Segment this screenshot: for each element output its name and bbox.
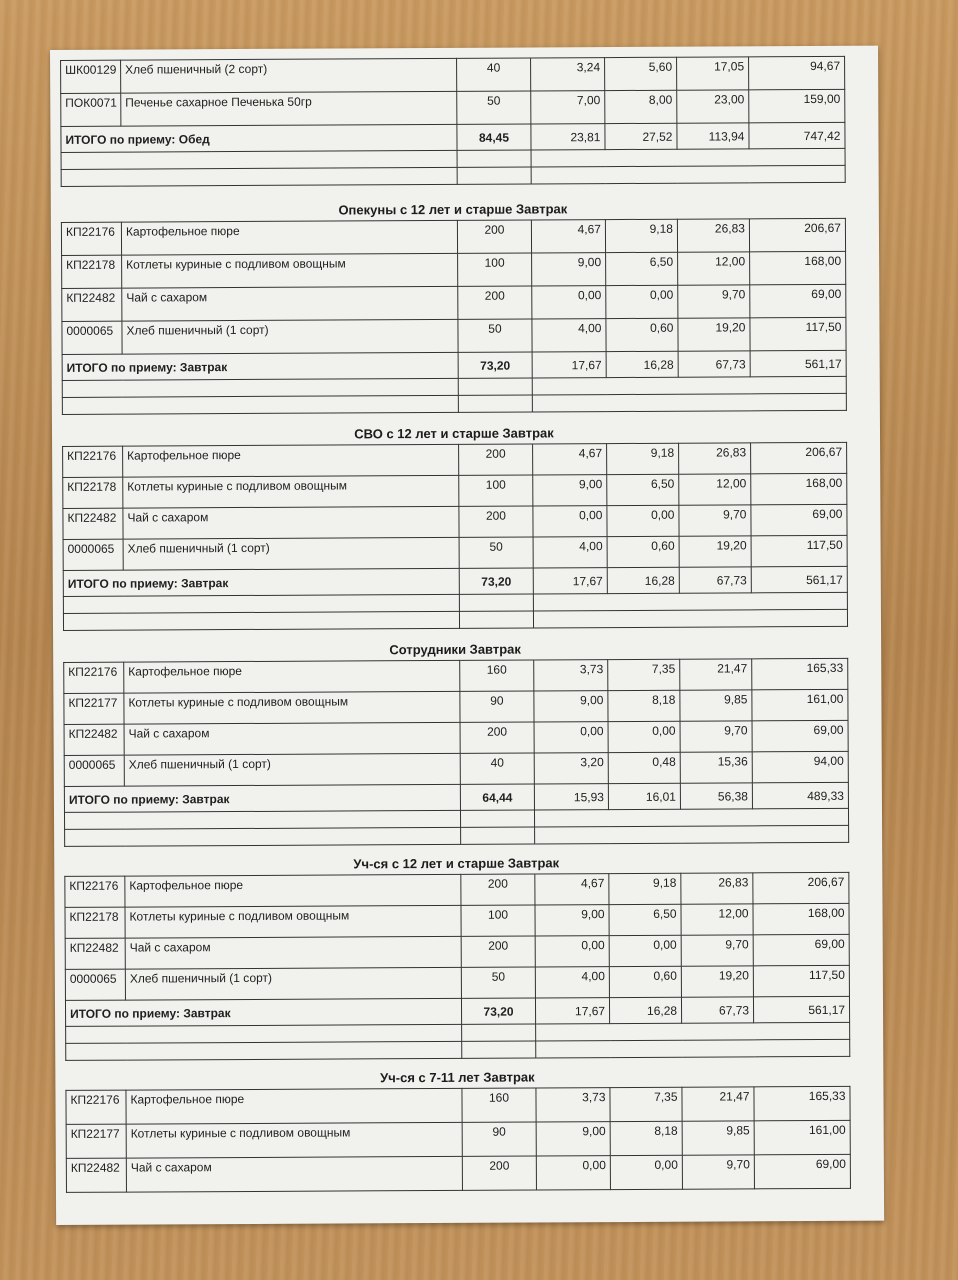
- empty-cell: [462, 1024, 536, 1041]
- portion-weight: 200: [457, 220, 531, 253]
- fat-value: 8,00: [605, 90, 677, 123]
- total-fat: 27,52: [605, 123, 677, 149]
- empty-row: [63, 609, 847, 630]
- protein-value: 4,00: [535, 967, 609, 998]
- table-row: [63, 535, 847, 570]
- section-title: СВО с 12 лет и старше Завтрак: [354, 425, 554, 442]
- total-energy: 561,17: [751, 566, 847, 593]
- total-protein: 15,93: [534, 784, 608, 810]
- table-row: [62, 251, 846, 288]
- energy-value: 117,50: [751, 535, 847, 567]
- carbs-value: 12,00: [681, 904, 753, 935]
- fat-value: 0,60: [609, 966, 681, 997]
- carbs-value: 21,47: [680, 659, 752, 690]
- dish-name: Чай с сахаром: [123, 506, 459, 539]
- empty-cell: [533, 592, 847, 611]
- energy-value: 69,00: [752, 720, 848, 752]
- protein-value: 3,73: [534, 660, 608, 691]
- item-code: КП22177: [66, 1124, 126, 1158]
- dish-name: Котлеты куриные с подливом овощным: [126, 1122, 462, 1158]
- total-carbs: 67,73: [681, 997, 753, 1023]
- menu-table: [60, 56, 846, 187]
- menu-section: [60, 56, 845, 187]
- item-code: КП22482: [63, 508, 123, 539]
- carbs-value: 9,70: [679, 505, 751, 536]
- dish-name: Чай с сахаром: [122, 286, 458, 321]
- empty-row: [62, 393, 846, 414]
- energy-value: 69,00: [750, 284, 846, 318]
- portion-weight: 200: [461, 874, 535, 905]
- protein-value: 9,00: [534, 691, 608, 722]
- menu-table: [61, 218, 847, 415]
- empty-cell: [458, 378, 532, 395]
- dish-name: Котлеты куриные с подливом овощным: [124, 691, 460, 724]
- section-title: Опекуны с 12 лет и старше Завтрак: [338, 201, 568, 218]
- table-row: [65, 903, 849, 938]
- protein-value: 0,00: [536, 1156, 610, 1190]
- empty-cell: [62, 395, 458, 414]
- empty-cell: [66, 1041, 462, 1060]
- carbs-value: 26,83: [679, 443, 751, 474]
- portion-weight: 50: [459, 537, 533, 568]
- protein-value: 0,00: [532, 286, 606, 319]
- total-row: [65, 996, 849, 1026]
- carbs-value: 19,20: [681, 966, 753, 997]
- fat-value: 6,50: [609, 904, 681, 935]
- table-row: [65, 934, 849, 969]
- section-title: Уч-ся с 12 лет и старше Завтрак: [353, 855, 560, 872]
- dish-name: Картофельное пюре: [124, 660, 460, 693]
- empty-cell: [65, 827, 461, 846]
- protein-value: 0,00: [535, 936, 609, 967]
- empty-cell: [461, 827, 535, 844]
- item-code: КП22482: [65, 938, 125, 969]
- carbs-value: 19,20: [679, 536, 751, 567]
- total-protein: 23,81: [531, 124, 605, 150]
- fat-value: 0,00: [609, 935, 681, 966]
- empty-cell: [62, 378, 458, 397]
- empty-cell: [531, 165, 845, 184]
- empty-cell: [459, 594, 533, 611]
- protein-value: 0,00: [534, 722, 608, 753]
- energy-value: 206,67: [753, 872, 849, 904]
- fat-value: 5,60: [605, 57, 677, 90]
- empty-cell: [535, 825, 849, 844]
- total-weight: 73,20: [458, 352, 532, 378]
- item-code: 0000065: [63, 539, 123, 570]
- fat-value: 0,60: [607, 536, 679, 567]
- portion-weight: 50: [458, 319, 532, 352]
- menu-table: [63, 658, 849, 847]
- protein-value: 4,67: [533, 444, 607, 475]
- dish-name: Чай с сахаром: [125, 936, 461, 969]
- protein-value: 4,67: [535, 874, 609, 905]
- portion-weight: 40: [457, 58, 531, 91]
- empty-cell: [462, 1041, 536, 1058]
- dish-name: Котлеты куриные с подливом овощным: [122, 253, 458, 288]
- total-carbs: 56,38: [680, 783, 752, 809]
- empty-cell: [61, 150, 457, 169]
- empty-cell: [457, 167, 531, 184]
- total-label: ИТОГО по приему: Завтрак: [63, 568, 459, 596]
- total-row: [62, 350, 846, 380]
- energy-value: 69,00: [753, 934, 849, 966]
- empty-cell: [532, 393, 846, 412]
- empty-row: [61, 165, 845, 186]
- energy-value: 161,00: [752, 689, 848, 721]
- menu-table: [62, 442, 848, 631]
- total-fat: 16,28: [606, 351, 678, 377]
- carbs-value: 12,00: [679, 474, 751, 505]
- empty-cell: [63, 594, 459, 613]
- portion-weight: 100: [461, 905, 535, 936]
- portion-weight: 200: [458, 286, 532, 319]
- table-row: [63, 473, 847, 508]
- energy-value: 165,33: [752, 658, 848, 690]
- table-row: [66, 1154, 850, 1192]
- menu-section: [62, 422, 847, 631]
- total-energy: 561,17: [750, 350, 846, 377]
- item-code: КП22177: [64, 693, 124, 724]
- protein-value: 9,00: [532, 253, 606, 286]
- carbs-value: 23,00: [677, 90, 749, 123]
- energy-value: 69,00: [751, 504, 847, 536]
- table-row: [64, 689, 848, 724]
- dish-name: Картофельное пюре: [121, 220, 457, 255]
- item-code: КП22178: [65, 907, 125, 938]
- carbs-value: 17,05: [677, 57, 749, 90]
- section-title: Сотрудники Завтрак: [389, 641, 521, 658]
- dish-name: Хлеб пшеничный (1 сорт): [125, 967, 461, 1000]
- table-row: [62, 284, 846, 321]
- fat-value: 0,00: [610, 1155, 682, 1189]
- total-label: ИТОГО по приему: Завтрак: [62, 352, 458, 380]
- empty-cell: [61, 167, 457, 186]
- protein-value: 4,67: [531, 220, 605, 253]
- total-protein: 17,67: [533, 568, 607, 594]
- carbs-value: 9,85: [682, 1121, 754, 1155]
- energy-value: 168,00: [751, 473, 847, 505]
- total-carbs: 67,73: [678, 351, 750, 377]
- protein-value: 3,73: [536, 1088, 610, 1122]
- total-fat: 16,01: [608, 783, 680, 809]
- empty-row: [66, 1039, 850, 1060]
- energy-value: 165,33: [754, 1086, 850, 1121]
- energy-value: 117,50: [753, 965, 849, 997]
- table-row: [66, 1086, 850, 1124]
- total-carbs: 67,73: [679, 567, 751, 593]
- fat-value: 0,48: [608, 752, 680, 783]
- carbs-value: 19,20: [678, 318, 750, 351]
- total-label: ИТОГО по приему: Завтрак: [65, 998, 461, 1026]
- carbs-value: 9,70: [680, 721, 752, 752]
- portion-weight: 90: [462, 1122, 536, 1156]
- item-code: КП22178: [62, 255, 122, 288]
- fat-value: 9,18: [609, 873, 681, 904]
- portion-weight: 100: [459, 475, 533, 506]
- portion-weight: 100: [458, 253, 532, 286]
- dish-name: Хлеб пшеничный (1 сорт): [124, 753, 460, 786]
- protein-value: 9,00: [536, 1122, 610, 1156]
- fat-value: 6,50: [607, 474, 679, 505]
- item-code: КП22176: [61, 222, 121, 255]
- carbs-value: 15,36: [680, 752, 752, 783]
- dish-name: Котлеты куриные с подливом овощным: [125, 905, 461, 938]
- portion-weight: 200: [460, 722, 534, 753]
- dish-name: Чай с сахаром: [124, 722, 460, 755]
- total-energy: 747,42: [749, 122, 845, 149]
- item-code: 0000065: [65, 969, 125, 1000]
- empty-cell: [460, 810, 534, 827]
- carbs-value: 9,85: [680, 690, 752, 721]
- item-code: КП22178: [63, 477, 123, 508]
- total-energy: 561,17: [753, 996, 849, 1023]
- portion-weight: 200: [462, 1156, 536, 1190]
- total-row: [63, 566, 847, 596]
- protein-value: 9,00: [535, 905, 609, 936]
- fat-value: 7,35: [610, 1087, 682, 1121]
- total-row: [64, 782, 848, 812]
- total-weight: 73,20: [461, 998, 535, 1024]
- carbs-value: 26,83: [681, 873, 753, 904]
- portion-weight: 90: [460, 691, 534, 722]
- table-row: [64, 658, 848, 693]
- total-fat: 16,28: [609, 997, 681, 1023]
- item-code: КП22176: [66, 1090, 126, 1124]
- empty-cell: [536, 1039, 850, 1058]
- total-row: [61, 122, 845, 152]
- total-protein: 17,67: [532, 352, 606, 378]
- table-row: [65, 872, 849, 907]
- table-row: [63, 504, 847, 539]
- energy-value: 161,00: [754, 1120, 850, 1155]
- portion-weight: 200: [459, 444, 533, 475]
- table-row: [61, 218, 845, 255]
- table-row: [65, 965, 849, 1000]
- menu-section: [64, 852, 849, 1061]
- empty-cell: [533, 609, 847, 628]
- menu-section: [63, 638, 848, 847]
- empty-cell: [66, 1024, 462, 1043]
- total-fat: 16,28: [607, 567, 679, 593]
- menu-table: [64, 872, 850, 1061]
- menu-sections: [50, 46, 878, 1175]
- portion-weight: 160: [460, 660, 534, 691]
- dish-name: Печенье сахарное Печенька 50гр: [121, 91, 457, 126]
- energy-value: 69,00: [754, 1154, 850, 1189]
- item-code: КП22482: [62, 288, 122, 321]
- empty-cell: [64, 810, 460, 829]
- table-row: [61, 89, 845, 126]
- empty-cell: [457, 150, 531, 167]
- dish-name: Картофельное пюре: [125, 874, 461, 907]
- fat-value: 0,00: [607, 505, 679, 536]
- fat-value: 8,18: [608, 690, 680, 721]
- fat-value: 0,00: [606, 285, 678, 318]
- dish-name: Хлеб пшеничный (1 сорт): [122, 319, 458, 354]
- energy-value: 168,00: [753, 903, 849, 935]
- total-weight: 84,45: [457, 124, 531, 150]
- fat-value: 6,50: [606, 252, 678, 285]
- carbs-value: 12,00: [678, 252, 750, 285]
- table-row: [61, 56, 845, 93]
- total-energy: 489,33: [752, 782, 848, 809]
- table-row: [64, 720, 848, 755]
- empty-cell: [63, 611, 459, 630]
- item-code: КП22176: [64, 662, 124, 693]
- protein-value: 3,24: [531, 58, 605, 91]
- protein-value: 7,00: [531, 91, 605, 124]
- menu-table: [65, 1086, 851, 1193]
- dish-name: Чай с сахаром: [126, 1156, 462, 1192]
- total-label: ИТОГО по приему: Завтрак: [64, 784, 460, 812]
- energy-value: 94,00: [752, 751, 848, 783]
- menu-sheet: [50, 46, 884, 1225]
- menu-section: [65, 1066, 850, 1193]
- fat-value: 7,35: [608, 659, 680, 690]
- fat-value: 9,18: [607, 443, 679, 474]
- item-code: ПОК0071: [61, 93, 121, 126]
- dish-name: Картофельное пюре: [123, 444, 459, 477]
- item-code: КП22176: [63, 446, 123, 477]
- carbs-value: 9,70: [678, 285, 750, 318]
- empty-row: [65, 825, 849, 846]
- dish-name: Картофельное пюре: [126, 1088, 462, 1124]
- carbs-value: 26,83: [677, 219, 749, 252]
- empty-cell: [458, 395, 532, 412]
- menu-section: [61, 198, 846, 415]
- portion-weight: 200: [461, 936, 535, 967]
- total-label: ИТОГО по приему: Обед: [61, 124, 457, 152]
- item-code: КП22176: [65, 876, 125, 907]
- empty-cell: [459, 611, 533, 628]
- item-code: 0000065: [62, 321, 122, 354]
- energy-value: 168,00: [750, 251, 846, 285]
- portion-weight: 160: [462, 1088, 536, 1122]
- protein-value: 9,00: [533, 475, 607, 506]
- item-code: КП22482: [64, 724, 124, 755]
- fat-value: 8,18: [610, 1121, 682, 1155]
- fat-value: 0,60: [606, 318, 678, 351]
- table-row: [64, 751, 848, 786]
- energy-value: 117,50: [750, 317, 846, 351]
- empty-cell: [531, 148, 845, 167]
- fat-value: 9,18: [605, 219, 677, 252]
- total-weight: 64,44: [460, 784, 534, 810]
- portion-weight: 50: [457, 91, 531, 124]
- table-row: [62, 317, 846, 354]
- total-weight: 73,20: [459, 568, 533, 594]
- empty-cell: [532, 376, 846, 395]
- energy-value: 206,67: [749, 218, 845, 252]
- table-row: [66, 1120, 850, 1158]
- energy-value: 94,67: [749, 56, 845, 90]
- item-code: 0000065: [64, 755, 124, 786]
- portion-weight: 50: [461, 967, 535, 998]
- energy-value: 206,67: [751, 442, 847, 474]
- dish-name: Хлеб пшеничный (2 сорт): [121, 58, 457, 93]
- total-carbs: 113,94: [677, 123, 749, 149]
- protein-value: 4,00: [532, 319, 606, 352]
- protein-value: 0,00: [533, 506, 607, 537]
- dish-name: Котлеты куриные с подливом овощным: [123, 475, 459, 508]
- section-title: Уч-ся с 7-11 лет Завтрак: [380, 1069, 535, 1086]
- portion-weight: 200: [459, 506, 533, 537]
- energy-value: 159,00: [749, 89, 845, 123]
- protein-value: 3,20: [534, 753, 608, 784]
- carbs-value: 9,70: [681, 935, 753, 966]
- portion-weight: 40: [460, 753, 534, 784]
- table-row: [63, 442, 847, 477]
- dish-name: Хлеб пшеничный (1 сорт): [123, 537, 459, 570]
- total-protein: 17,67: [535, 998, 609, 1024]
- item-code: ШК00129: [61, 60, 121, 93]
- carbs-value: 9,70: [682, 1155, 754, 1189]
- item-code: КП22482: [66, 1158, 126, 1192]
- protein-value: 4,00: [533, 537, 607, 568]
- empty-cell: [536, 1022, 850, 1041]
- empty-cell: [534, 808, 848, 827]
- fat-value: 0,00: [608, 721, 680, 752]
- carbs-value: 21,47: [682, 1087, 754, 1121]
